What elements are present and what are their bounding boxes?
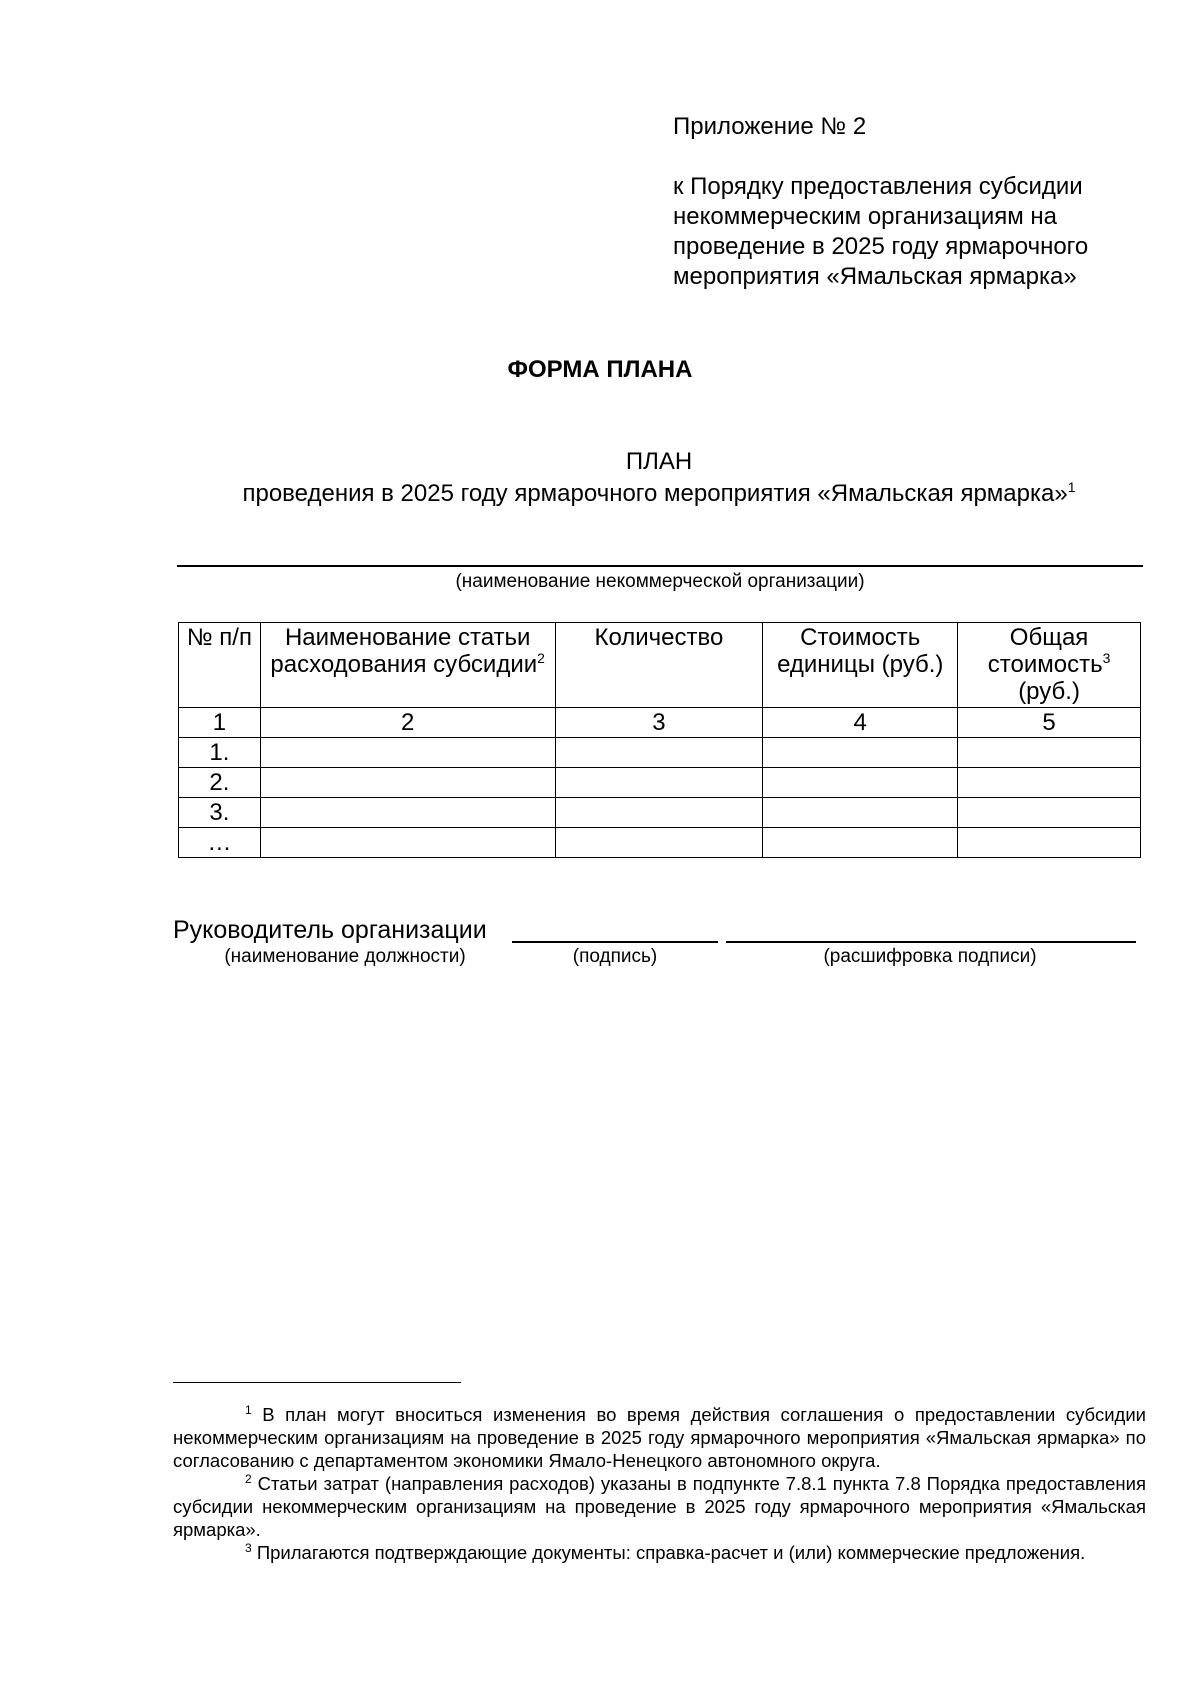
table-cell[interactable] — [958, 768, 1141, 798]
column-number: 3 — [555, 708, 763, 738]
table-cell[interactable] — [763, 828, 958, 858]
table-cell[interactable] — [555, 798, 763, 828]
appendix-line: проведение в 2025 году ярмарочного — [673, 233, 1089, 260]
footnote-mark: 2 — [245, 1472, 252, 1486]
header-cell: Общая стоимость$^3$ (руб.) — [958, 623, 1141, 708]
footnote — [173, 1403, 1146, 1472]
table-cell[interactable] — [763, 768, 958, 798]
table-cell[interactable] — [958, 828, 1141, 858]
table-cell[interactable] — [260, 738, 555, 768]
row-number: 2. — [179, 768, 261, 798]
footnote-ref: 1 — [1067, 479, 1076, 495]
column-number-row — [179, 708, 1141, 738]
table-cell[interactable] — [763, 798, 958, 828]
header-cell: Стоимость единицы (руб.) — [763, 623, 958, 708]
table-row — [179, 768, 1141, 798]
org-name-line[interactable] — [177, 565, 1143, 567]
header-cell: № п/п — [179, 623, 261, 708]
footnotes — [173, 1403, 1146, 1564]
table-header-row — [179, 623, 1141, 708]
table-row — [179, 738, 1141, 768]
signature-caption-name: (расшифровка подписи) — [823, 946, 1037, 967]
column-number: 4 — [763, 708, 958, 738]
table-cell[interactable] — [763, 738, 958, 768]
table-row — [179, 798, 1141, 828]
appendix-number: Приложение № 2 — [673, 113, 867, 140]
footnote — [173, 1541, 1146, 1564]
table-cell[interactable] — [555, 738, 763, 768]
footnote-text: Статьи затрат (направления расходов) указаны в подпункте 7.8.1 пункта 7.8 Порядка предоставления субсидии некоммерческим организациям на проведение в 2025 году ярмарочного мероприятия «Ямальская ярмарка». — [173, 1473, 1146, 1540]
signature-caption-sign: (подпись) — [572, 946, 658, 967]
signature-label: Руководитель организации — [173, 916, 487, 944]
appendix-line: мероприятия «Ямальская ярмарка» — [673, 263, 1077, 290]
table-cell[interactable] — [555, 828, 763, 858]
plan-subtitle — [0, 480, 1200, 508]
table-row — [179, 828, 1141, 858]
column-number: 2 — [260, 708, 555, 738]
column-number: 5 — [958, 708, 1141, 738]
row-number: … — [179, 828, 261, 858]
table-cell[interactable] — [260, 828, 555, 858]
plan-table — [178, 622, 1141, 858]
footnote-mark: 1 — [245, 1403, 252, 1417]
header-cell: Количество — [555, 623, 763, 708]
plan-title: ПЛАН — [625, 448, 693, 475]
table-cell[interactable] — [260, 798, 555, 828]
table-cell[interactable] — [958, 798, 1141, 828]
form-title: ФОРМА ПЛАНА — [507, 356, 693, 383]
appendix-line: некоммерческим организациям на — [673, 203, 1058, 230]
header-cell: Наименование статьи расходования субсидии$^2$ — [260, 623, 555, 708]
footnote — [173, 1472, 1146, 1541]
signature-line[interactable] — [512, 941, 718, 943]
signature-caption-position: (наименование должности) — [224, 946, 466, 967]
footnote-text: В план могут вноситься изменения во время действия соглашения о предоставлении субсидии некоммерческим организациям на проведение в 2025 году ярмарочного мероприятия «Ямальская ярмарка» по согласованию с департаментом экономики Ямало-Ненецкого автономного округа. — [173, 1404, 1146, 1471]
footnote-mark: 3 — [245, 1541, 252, 1555]
column-number: 1 — [179, 708, 261, 738]
table-cell[interactable] — [260, 768, 555, 798]
footnote-separator — [173, 1382, 461, 1383]
appendix-line: к Порядку предоставления субсидии — [673, 173, 1083, 200]
appendix-block — [673, 112, 1143, 292]
table-cell[interactable] — [958, 738, 1141, 768]
signature-name-line[interactable] — [726, 941, 1136, 943]
footnote-text: Прилагаются подтверждающие документы: справка-расчет и (или) коммерческие предложения. — [251, 1542, 1086, 1563]
row-number: 3. — [179, 798, 261, 828]
table-cell[interactable] — [555, 768, 763, 798]
row-number: 1. — [179, 738, 261, 768]
plan-subtitle-text: проведения в 2025 году ярмарочного мероприятия «Ямальская ярмарка» — [242, 480, 1068, 507]
org-name-caption: (наименование некоммерческой организации) — [455, 571, 865, 592]
